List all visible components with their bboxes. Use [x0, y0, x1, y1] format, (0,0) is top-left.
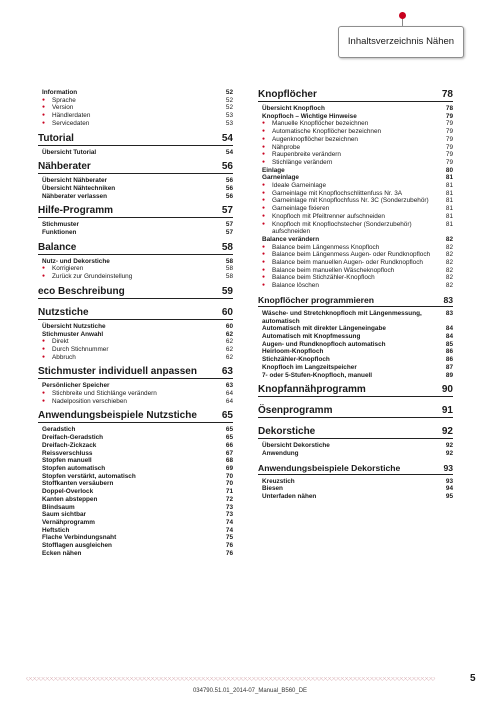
entry-title: Automatisch mit direkter Längeneingabe: [262, 325, 386, 333]
entry-title: ● Stichlänge verändern: [258, 159, 446, 167]
entry-title: Stichzähler-Knopfloch: [262, 356, 330, 364]
entry-title: ● Balance beim Längenmess Augen- oder Rundknopfloch: [258, 251, 446, 259]
document-id: 034790.51.01_2014-07_Manual_B560_DE: [192, 688, 308, 694]
toc-entry[interactable]: [258, 174, 453, 182]
entry-title: ● Balance beim Stichzähler-Knopfloch: [258, 274, 446, 282]
entry-title: Knopfloch – Wichtige Hinweise: [262, 112, 357, 120]
entry-title: Übersicht Dekorstiche: [262, 442, 330, 450]
toc-entry[interactable]: [258, 341, 453, 349]
entry-title: Reissverschluss: [42, 449, 93, 457]
toc-entry[interactable]: [38, 480, 233, 488]
entry-page: 62: [225, 338, 233, 346]
entry-page: 86: [445, 356, 453, 364]
entry-page: 66: [225, 441, 233, 449]
entry-title: ● Garneinlage fixieren: [258, 205, 446, 213]
footer-divider: ◇◇◇◇◇◇◇◇◇◇◇◇◇◇◇◇◇◇◇◇◇◇◇◇◇◇◇◇◇◇◇◇◇◇◇◇◇◇◇◇◇◇◇◇◇◇◇◇◇◇◇◇◇◇◇◇◇◇◇◇◇◇◇◇◇◇◇◇◇◇◇◇◇◇◇◇◇◇◇◇◇◇◇◇◇◇◇◇◇◇◇◇◇◇◇◇◇: [26, 677, 435, 681]
section-heading[interactable]: [38, 205, 233, 218]
entry-title: Kanten absteppen: [42, 495, 98, 503]
section-heading[interactable]: [258, 295, 453, 307]
entry-page: 52: [225, 104, 233, 112]
toc-entry[interactable]: [258, 442, 453, 450]
entry-page: 79: [445, 135, 453, 143]
toc-subentry[interactable]: [38, 265, 233, 273]
entry-page: 74: [225, 518, 233, 526]
section-page: 63: [221, 366, 233, 378]
entry-page: 76: [225, 542, 233, 550]
entry-page: 82: [445, 243, 453, 251]
toc-entry[interactable]: [38, 504, 233, 512]
section-heading[interactable]: [38, 242, 233, 255]
entry-title: Stoffkanten versäubern: [42, 480, 114, 488]
entry-title: Stofflagen ausgleichen: [42, 542, 112, 550]
section-page: 59: [221, 285, 233, 297]
section-title: eco Beschreibung: [38, 285, 125, 297]
toc-subentry[interactable]: [38, 112, 233, 120]
toc-entry[interactable]: [258, 113, 453, 121]
entry-title: ● Ideale Garneinlage: [258, 182, 446, 190]
section-page: 57: [221, 205, 233, 217]
entry-page: 56: [225, 184, 233, 192]
toc-section-nahberater: [38, 161, 233, 205]
entry-page: 62: [225, 330, 233, 338]
entry-page: 73: [225, 511, 233, 519]
entry-title: Stopfen verstärkt, automatisch: [42, 472, 136, 480]
toc-entry[interactable]: [258, 372, 453, 380]
toc-entry[interactable]: [258, 236, 453, 244]
entry-title: Blindsaum: [42, 503, 75, 511]
entry-page: 65: [225, 434, 233, 442]
header-tab: [338, 12, 462, 56]
section-heading[interactable]: [38, 161, 233, 174]
toc-entry[interactable]: [38, 442, 233, 450]
entry-page: 93: [445, 477, 453, 485]
toc-subentry[interactable]: [38, 97, 233, 105]
entry-title: Unterfaden nähen: [262, 493, 317, 501]
toc-right-column: [258, 89, 453, 506]
toc-entry[interactable]: [38, 511, 233, 519]
toc-section-dekorstiche: [258, 426, 453, 462]
entry-title: Stichmuster Anwahl: [42, 330, 104, 338]
entry-page: 53: [225, 112, 233, 120]
entry-title: Übersicht Nähberater: [42, 177, 107, 185]
toc-entry[interactable]: [38, 488, 233, 496]
section-page: 78: [441, 89, 453, 100]
entry-page: 79: [445, 128, 453, 136]
section-title: Anwendungsbeispiele Dekorstiche: [258, 462, 401, 473]
entry-page: 75: [225, 534, 233, 542]
entry-page: 52: [225, 96, 233, 104]
entry-page: 54: [225, 148, 233, 156]
entry-page: 64: [225, 397, 233, 405]
toc-entry[interactable]: [38, 426, 233, 434]
toc-entry[interactable]: [38, 465, 233, 473]
entry-page: 81: [445, 174, 453, 182]
entry-title: Einlage: [262, 166, 285, 174]
entry-page: 71: [225, 488, 233, 496]
page-number: 5: [470, 673, 476, 684]
toc-entry[interactable]: [258, 348, 453, 356]
toc-section-stichmuster-individuell-anpassen: [38, 366, 233, 410]
toc-entry[interactable]: [38, 519, 233, 527]
entry-title: Stopfen manuell: [42, 457, 92, 465]
entry-title: ● Nadelposition verschieben: [38, 398, 226, 406]
entry-page: 79: [445, 151, 453, 159]
entry-title: Saum sichtbar: [42, 511, 87, 519]
section-heading[interactable]: [258, 384, 453, 397]
entry-title: ● Manuelle Knopflöcher bezeichnen: [258, 120, 446, 128]
toc-entry[interactable]: [258, 356, 453, 364]
toc-subentry[interactable]: [258, 151, 453, 159]
section-page: 54: [221, 132, 233, 144]
toc-entry[interactable]: [38, 177, 233, 185]
entry-page: 70: [225, 480, 233, 488]
toc-entry[interactable]: [38, 382, 233, 390]
toc-entry[interactable]: [38, 331, 233, 339]
toc-entry[interactable]: [258, 333, 453, 341]
entry-page: 81: [445, 189, 453, 197]
entry-title: ● Balance beim manuellen Augen- oder Rundknopfloch: [258, 259, 446, 267]
section-page: 90: [441, 384, 453, 396]
section-heading[interactable]: [38, 286, 233, 299]
entry-page: 85: [445, 340, 453, 348]
toc-subentry[interactable]: [258, 274, 453, 282]
entry-title: Vernähprogramm: [42, 518, 95, 526]
entry-title: Nutz- und Dekorstiche: [42, 257, 110, 265]
entry-title: Übersicht Tutorial: [42, 148, 97, 156]
toc-entry[interactable]: [38, 149, 233, 157]
entry-page: 82: [445, 259, 453, 267]
toc-subentry[interactable]: [258, 282, 453, 290]
section-page: 60: [221, 306, 233, 318]
toc-subentry[interactable]: [258, 205, 453, 213]
section-page: 56: [221, 161, 233, 173]
entry-page: 62: [225, 353, 233, 361]
toc-subentry[interactable]: [258, 182, 453, 190]
entry-title: Anwendung: [262, 449, 299, 457]
toc-entry[interactable]: [258, 485, 453, 493]
entry-title: Dreifach-Geradstich: [42, 434, 104, 442]
toc-entry[interactable]: [258, 478, 453, 486]
toc-entry[interactable]: [38, 229, 233, 237]
toc-subentry[interactable]: [38, 104, 233, 112]
entry-page: 52: [225, 89, 233, 96]
entry-page: 81: [445, 197, 453, 205]
toc-entry[interactable]: [258, 325, 453, 333]
toc-entry[interactable]: [38, 496, 233, 504]
section-heading[interactable]: [258, 426, 453, 439]
toc-section-hilfe-programm: [38, 205, 233, 241]
entry-page: 84: [445, 325, 453, 333]
entry-title: Augen- und Rundknopfloch automatisch: [262, 340, 386, 348]
entry-page: 79: [445, 120, 453, 128]
section-heading[interactable]: [38, 410, 233, 423]
entry-title: Nähberater verlassen: [42, 192, 108, 200]
section-title: Nutzstiche: [38, 306, 89, 318]
section-heading[interactable]: [258, 89, 453, 102]
toc-entry[interactable]: [38, 527, 233, 535]
section-page: 93: [443, 462, 453, 473]
entry-page: 84: [445, 332, 453, 340]
section-gap: [38, 557, 233, 562]
entry-page: 92: [445, 449, 453, 457]
entry-page: 56: [225, 192, 233, 200]
section-gap: [258, 501, 453, 506]
entry-title: Wäsche- und Stretchknopfloch mit Längenmessung, automatisch: [262, 309, 422, 325]
entry-page: 76: [225, 549, 233, 557]
section-heading[interactable]: [38, 133, 233, 146]
toc-entry[interactable]: [38, 193, 233, 201]
entry-title: ● Balance beim manuellen Wäscheknopfloch: [258, 267, 446, 275]
toc-subentry[interactable]: [258, 128, 453, 136]
entry-page: 57: [225, 221, 233, 229]
entry-page: 72: [225, 495, 233, 503]
entry-title: Balance verändern: [262, 235, 320, 243]
entry-page: 81: [445, 182, 453, 190]
entry-title: ● Balance beim Längenmess Knopfloch: [258, 244, 446, 252]
section-page: 83: [443, 294, 453, 305]
entry-title: Übersicht Nutzstiche: [42, 322, 106, 330]
toc-subentry[interactable]: [38, 273, 233, 281]
entry-page: 58: [225, 273, 233, 281]
toc-entry[interactable]: [38, 473, 233, 481]
entry-page: 81: [445, 220, 453, 228]
section-heading[interactable]: [258, 463, 453, 475]
section-heading[interactable]: [38, 307, 233, 320]
entry-title: ● Zurück zur Grundeinstellung: [38, 273, 226, 281]
toc-entry[interactable]: [38, 450, 233, 458]
entry-title: 7- oder 5-Stufen-Knopfloch, manuell: [262, 371, 373, 379]
entry-page: 94: [445, 485, 453, 493]
entry-page: 82: [445, 274, 453, 282]
pin-head-icon: [399, 12, 406, 19]
entry-page: 87: [445, 363, 453, 371]
entry-title: Automatisch mit Knopfmessung: [262, 332, 361, 340]
section-title: Knopfannähprogramm: [258, 384, 366, 396]
entry-page: 64: [225, 390, 233, 398]
toc-subentry[interactable]: [38, 120, 233, 128]
toc-entry[interactable]: [258, 105, 453, 113]
entry-title: ● Raupenbreite verändern: [258, 151, 446, 159]
toc-subentry[interactable]: [258, 120, 453, 128]
entry-page: 89: [445, 371, 453, 379]
entry-page: 74: [225, 526, 233, 534]
entry-title: ● Automatische Knopflöcher bezeichnen: [258, 128, 446, 136]
section-page: 65: [221, 410, 233, 422]
toc-section-eco-beschreibung: [38, 286, 233, 307]
toc-subentry[interactable]: [258, 144, 453, 152]
entry-title: ● Abbruch: [38, 354, 226, 362]
entry-title: ● Balance löschen: [258, 282, 446, 290]
entry-page: 81: [445, 212, 453, 220]
toc-subentry[interactable]: [258, 213, 453, 221]
entry-title: ● Durch Stichnummer: [38, 346, 226, 354]
toc-section-nutzstiche: [38, 307, 233, 367]
entry-page: 95: [445, 493, 453, 501]
entry-page: 57: [225, 229, 233, 237]
toc-entry[interactable]: [38, 221, 233, 229]
section-title: Balance: [38, 241, 77, 253]
section-page: 92: [441, 426, 453, 438]
toc-entry[interactable]: [38, 258, 233, 266]
section-heading[interactable]: [38, 366, 233, 379]
entry-page: 67: [225, 449, 233, 457]
entry-title: ● Direkt: [38, 338, 226, 346]
entry-title: Übersicht Nähtechniken: [42, 184, 116, 192]
toc-entry[interactable]: [258, 493, 453, 501]
entry-title: Biesen: [262, 485, 283, 493]
toc-entry[interactable]: [38, 542, 233, 550]
entry-title: ● Händlerdaten: [38, 112, 226, 120]
entry-title: ● Korrigieren: [38, 265, 226, 273]
entry-title: Übersicht Knopfloch: [262, 105, 325, 112]
section-title: Knopflöcher programmieren: [258, 294, 375, 305]
toc-subentry[interactable]: [258, 190, 453, 198]
entry-title: Garneinlage: [262, 174, 299, 182]
toc-left-column: [38, 89, 233, 562]
toc-subentry[interactable]: [258, 221, 453, 236]
toc-subentry[interactable]: [258, 267, 453, 275]
entry-page: 69: [225, 464, 233, 472]
entry-page: 79: [445, 158, 453, 166]
toc-entry[interactable]: [38, 185, 233, 193]
entry-page: 82: [445, 282, 453, 290]
toc-subentry[interactable]: [258, 159, 453, 167]
section-page: 58: [221, 241, 233, 253]
entry-title: ● Sprache: [38, 97, 226, 105]
entry-title: ● Version: [38, 104, 226, 112]
toc-entry[interactable]: [258, 167, 453, 175]
toc-entry[interactable]: [258, 450, 453, 458]
entry-title: Stopfen automatisch: [42, 464, 106, 472]
toc-entry[interactable]: [38, 434, 233, 442]
entry-page: 79: [445, 112, 453, 120]
entry-page: 82: [445, 251, 453, 259]
entry-page: 56: [225, 177, 233, 185]
toc-entry[interactable]: [258, 310, 453, 325]
entry-title: Knopfloch im Langzeitspeicher: [262, 363, 357, 371]
toc-subentry[interactable]: [38, 390, 233, 398]
entry-title: Heftstich: [42, 526, 70, 534]
toc-subentry[interactable]: [258, 251, 453, 259]
entry-title: Dreifach-Zickzack: [42, 441, 97, 449]
entry-title: Information: [42, 89, 78, 96]
entry-title: Flache Verbindungsnaht: [42, 534, 117, 542]
entry-page: 86: [445, 348, 453, 356]
section-tab-label: Inhaltsverzeichnis Nähen: [338, 26, 464, 58]
toc-section-anwendungsbeispiele-dekorstiche: [258, 463, 453, 506]
entry-page: 63: [225, 382, 233, 390]
entry-title: Doppel-Overlock: [42, 488, 94, 496]
section-title: Knopflöcher: [258, 89, 317, 100]
entry-title: Funktionen: [42, 229, 77, 237]
toc-subentry[interactable]: [258, 136, 453, 144]
entry-page: 58: [225, 265, 233, 273]
entry-title: ● Stichbreite und Stichlänge verändern: [38, 390, 226, 398]
toc-section-anwendungsbeispiele-nutzstiche: [38, 410, 233, 562]
entry-title: ● Garneinlage mit Knopflochschlittenfuss Nr. 3A: [258, 190, 446, 198]
entry-title: ● Knopfloch mit Pfeiltrenner aufschneiden: [258, 213, 446, 221]
toc-entry[interactable]: [258, 364, 453, 372]
entry-page: 60: [225, 322, 233, 330]
entry-page: 58: [225, 257, 233, 265]
section-title: Anwendungsbeispiele Nutzstiche: [38, 410, 197, 422]
entry-title: Persönlicher Speicher: [42, 382, 110, 390]
toc-section: [38, 89, 233, 133]
entry-page: 73: [225, 503, 233, 511]
toc-section-knopflocher: [258, 89, 453, 295]
toc-subentry[interactable]: [38, 346, 233, 354]
toc-subentry[interactable]: [258, 244, 453, 252]
entry-title: ● Servicedaten: [38, 120, 226, 128]
section-title: Nähberater: [38, 161, 91, 173]
section-title: Dekorstiche: [258, 426, 316, 438]
entry-page: 83: [445, 309, 453, 317]
section-page: 91: [441, 405, 453, 417]
entry-page: 82: [445, 266, 453, 274]
entry-title: Heirloom-Knopfloch: [262, 348, 324, 356]
toc-section-knopflocher-programmieren: [258, 295, 453, 384]
section-title: Hilfe-Programm: [38, 205, 114, 217]
toc-subentry[interactable]: [258, 197, 453, 205]
entry-page: 78: [445, 105, 453, 112]
section-title: Tutorial: [38, 132, 74, 144]
section-title: Ösenprogramm: [258, 405, 333, 417]
entry-page: 65: [225, 426, 233, 434]
entry-title: ● Augenknopflöcher bezeichnen: [258, 136, 446, 144]
entry-title: Stichmuster: [42, 221, 79, 229]
toc-entry[interactable]: [38, 534, 233, 542]
entry-page: 62: [225, 345, 233, 353]
toc-entry[interactable]: [38, 89, 233, 97]
entry-page: 80: [445, 166, 453, 174]
toc-subentry[interactable]: [258, 259, 453, 267]
entry-page: 53: [225, 119, 233, 127]
entry-title: Geradstich: [42, 426, 76, 434]
toc-subentry[interactable]: [38, 398, 233, 406]
toc-section-osenprogramm: [258, 405, 453, 426]
entry-page: 81: [445, 205, 453, 213]
toc-entry[interactable]: [38, 550, 233, 558]
entry-title: ● Garneinlage mit Knopflochfuss Nr. 3C (Sonderzubehör): [258, 197, 446, 205]
entry-page: 68: [225, 457, 233, 465]
toc-subentry[interactable]: [38, 354, 233, 362]
entry-title: Kreuzstich: [262, 477, 295, 485]
entry-page: 92: [445, 442, 453, 450]
toc-section-knopfannahprogramm: [258, 384, 453, 405]
toc-entry[interactable]: [38, 323, 233, 331]
toc-subentry[interactable]: [38, 338, 233, 346]
toc-section-tutorial: [38, 133, 233, 162]
entry-title: ● Knopfloch mit Knopflochstecher (Sonderzubehör) aufschneiden: [258, 221, 446, 236]
entry-title: ● Nähprobe: [258, 144, 446, 152]
toc-entry[interactable]: [38, 457, 233, 465]
entry-page: 79: [445, 143, 453, 151]
entry-title: Ecken nähen: [42, 549, 82, 557]
toc-section-balance: [38, 242, 233, 286]
section-heading[interactable]: [258, 405, 453, 418]
section-title: Stichmuster individuell anpassen: [38, 366, 197, 378]
entry-page: 82: [445, 235, 453, 243]
entry-page: 70: [225, 472, 233, 480]
